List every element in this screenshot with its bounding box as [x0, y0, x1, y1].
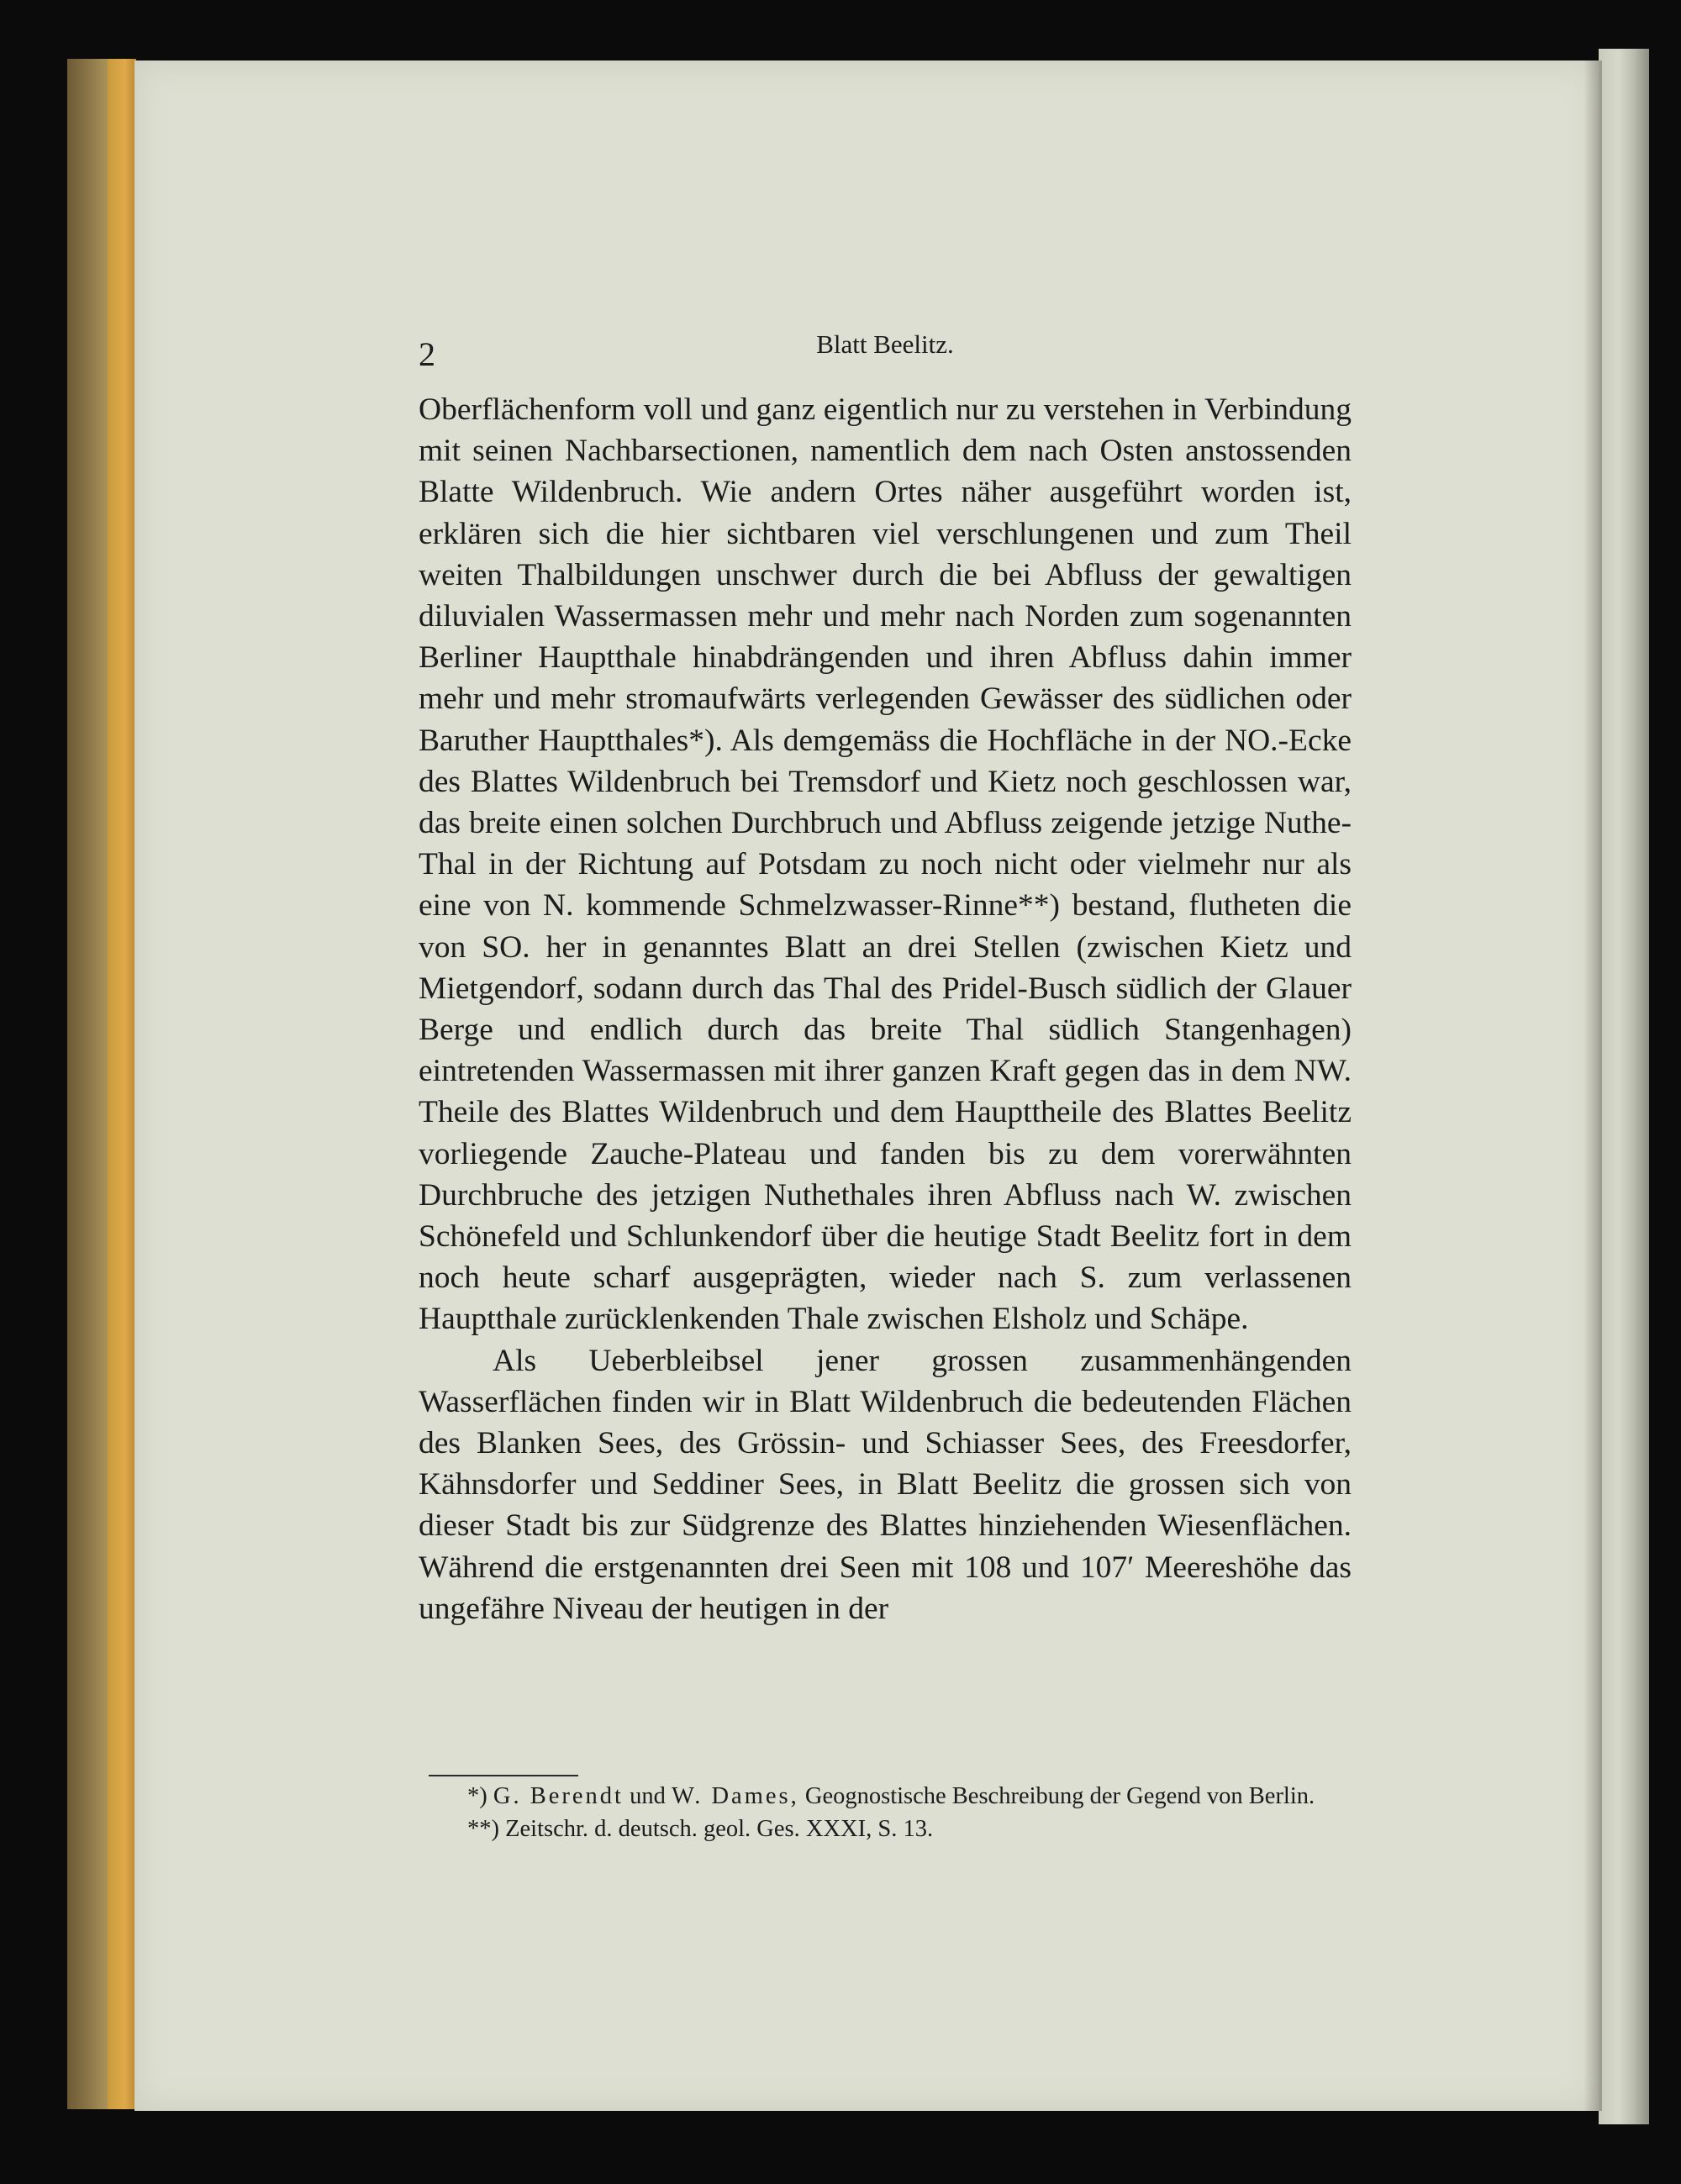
footnote-2 [419, 1813, 1352, 1845]
running-title: Blatt Beelitz. [816, 329, 954, 359]
footnote-conjunction: und [630, 1783, 666, 1809]
footnote-1 [419, 1780, 1352, 1813]
footnotes [419, 1780, 1352, 1845]
footnote-citation: Geognostische Beschreibung der Gegend von Berlin. [804, 1783, 1315, 1809]
footnote-separator [429, 1775, 578, 1776]
page-number: 2 [419, 335, 435, 373]
footnote-citation: Zeitschr. d. deutsch. geol. Ges. XXXI, S. 13. [505, 1816, 934, 1842]
binding-edge [108, 59, 136, 2109]
following-page-edges [1599, 49, 1649, 2124]
body-text [419, 389, 1352, 1629]
page-gutter-shadow [1584, 61, 1602, 2111]
paragraph: Oberflächenform voll und ganz eigentlich nur zu verstehen in Verbindung mit seinen Nachbarsectionen, namentlich dem nach Osten anstossenden Blatte Wildenbruch. Wie andern Ortes näher ausgeführt worden ist, erklären sich die hier sichtbaren viel verschlungenen und zum Theil weiten Thalbildungen unschwer durch die bei Abfluss der gewaltigen diluvialen Wassermassen mehr und mehr nach Norden zum sogenannten Berliner Hauptthale hinabdrängenden und ihren Abfluss dahin immer mehr und mehr stromaufwärts verlegenden Gewässer des südlichen oder Baruther Hauptthales*). Als demgemäss die Hochfläche in der NO.-Ecke des Blattes Wildenbruch bei Tremsdorf und Kietz noch geschlossen war, das breite einen solchen Durchbruch und Abfluss zeigende jetzige Nuthe-Thal in der Richtung auf Potsdam zu noch nicht oder vielmehr nur als eine von N. kommende Schmelzwasser-Rinne**) bestand, flutheten die von SO. her in genanntes Blatt an drei Stellen (zwischen Kietz und Mietgendorf, sodann durch das Thal des Pridel-Busch südlich der Glauer Berge und endlich durch das breite Thal südlich Stangenhagen) eintretenden Wassermassen mit ihrer ganzen Kraft gegen das in dem NW. Theile des Blattes Wildenbruch und dem Haupttheile des Blattes Beelitz vorliegende Zauche-Plateau und fanden bis zu dem vorerwähnten Durchbruche des jetzigen Nuthethales ihren Abfluss nach W. zwischen Schönefeld und Schlunkendorf über die heutige Stadt Beelitz fort in dem noch heute scharf ausgeprägten, wieder nach S. zum verlassenen Hauptthale zurücklenkenden Thale zwischen Elsholz und Schäpe. [419, 392, 1352, 1337]
footnote-author: G. Berendt [493, 1783, 624, 1809]
footnote-marker: **) [467, 1816, 499, 1842]
footnote-marker: *) [467, 1783, 487, 1809]
page-header [419, 329, 1352, 371]
footnote-author: W. Dames, [671, 1783, 799, 1809]
paragraph: Als Ueberbleibsel jener grossen zusammenhängenden Wasserflächen finden wir in Blatt Wildenbruch die bedeutenden Flächen des Blanken Sees, des Grössin- und Schiasser Sees, des Freesdorfer, Kähnsdorfer und Seddiner Sees, in Blatt Beelitz die grossen sich von dieser Stadt bis zur Südgrenze des Blattes hinziehenden Wiesenflächen. Während die erstgenannten drei Seen mit 108 und 107′ Meereshöhe das ungefähre Niveau der heutigen in der [419, 1343, 1352, 1626]
